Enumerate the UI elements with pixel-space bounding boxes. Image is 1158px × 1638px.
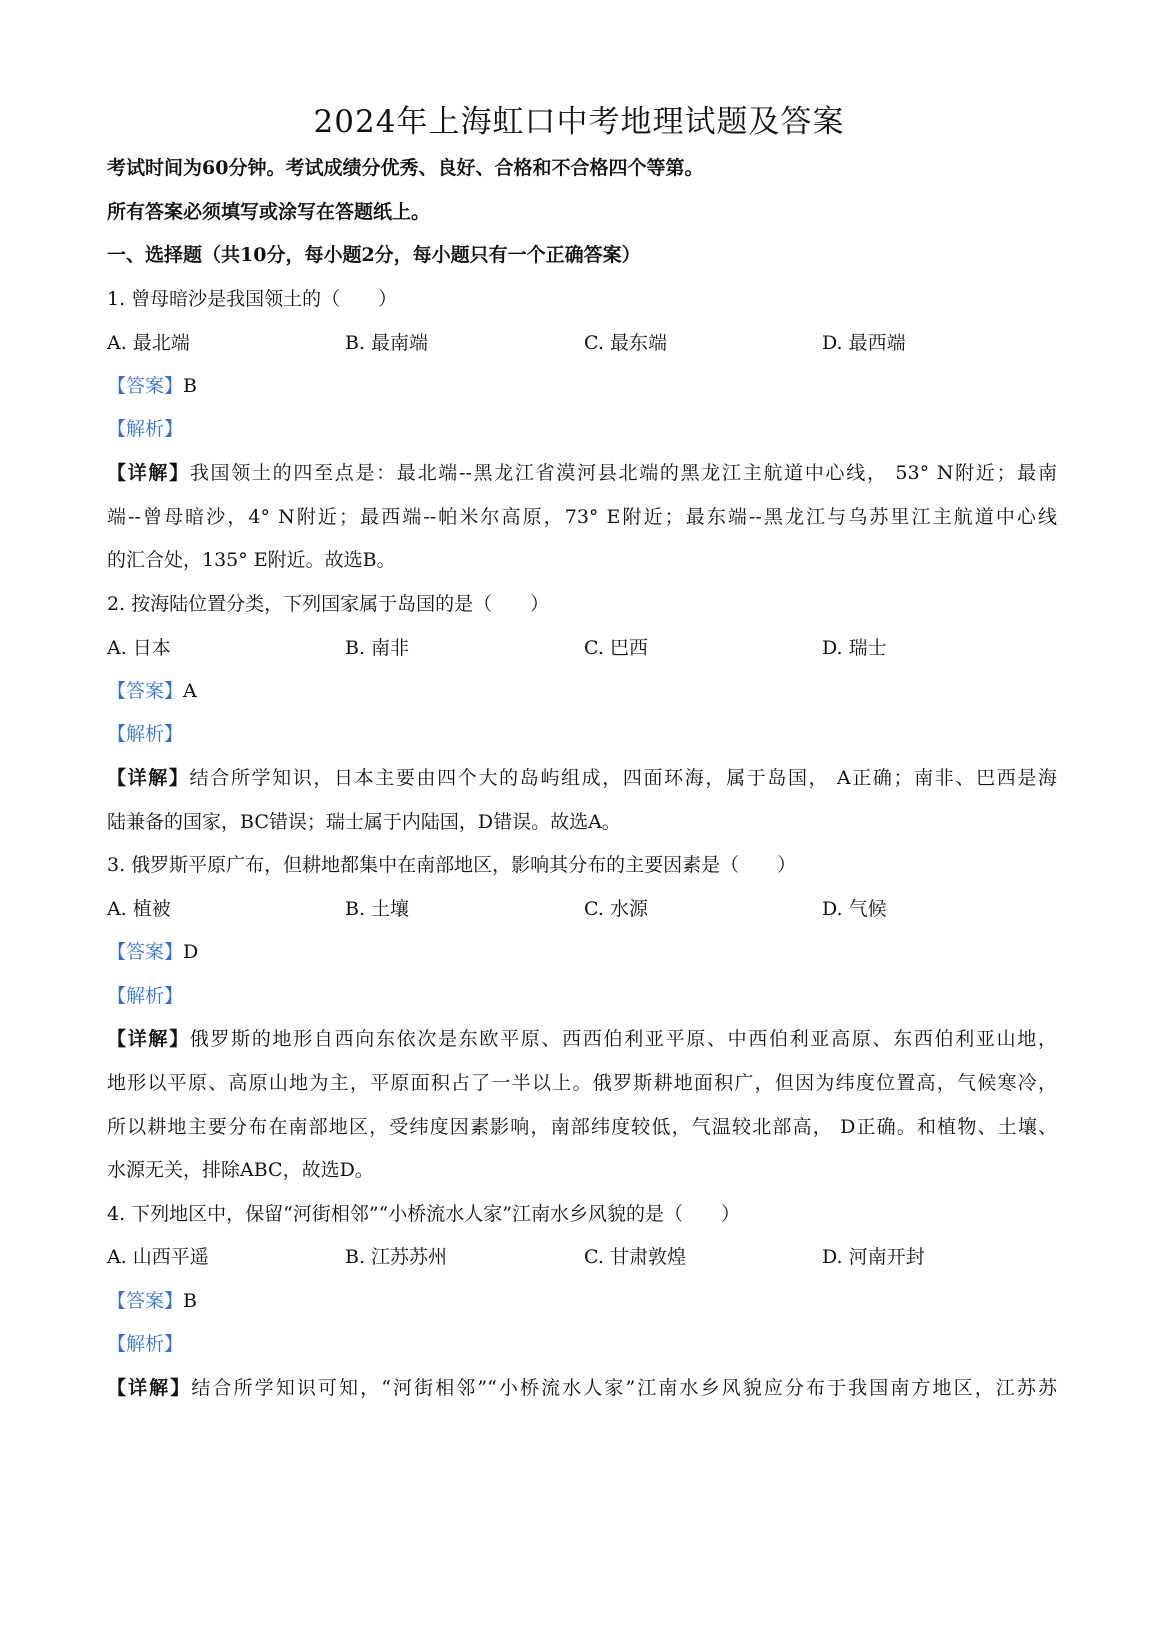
question-2-answer <box>107 676 197 703</box>
answer-value: D <box>183 941 199 963</box>
question-2-option-a: A. 日本 <box>107 637 171 659</box>
question-1-option-c: C. 最东端 <box>584 332 667 354</box>
exam-time-note: 考试时间为60分钟。考试成绩分优秀、良好、合格和不合格四个等第。 <box>107 157 704 179</box>
question-3-option-c: C. 水源 <box>584 898 648 920</box>
question-3-detail-line: 水源无关，排除ABC，故选D。 <box>107 1159 374 1181</box>
question-4-option-d: D. 河南开封 <box>822 1246 925 1268</box>
question-3-stem: 3. 俄罗斯平原广布，但耕地都集中在南部地区，影响其分布的主要因素是（ ） <box>107 854 797 876</box>
answer-label: 【答案】 <box>107 680 184 702</box>
question-1-detail-line: 的汇合处，135° E附近。故选B。 <box>107 549 396 571</box>
answer-value: B <box>183 375 197 397</box>
question-1-analysis <box>107 414 183 441</box>
detail-text: 结合所学知识，日本主要由四个大的岛屿组成，四面环海，属于岛国， A正确；南非、巴西是海 <box>189 767 1057 789</box>
question-1-stem: 1. 曾母暗沙是我国领土的（ ） <box>107 288 398 310</box>
answer-label: 【答案】 <box>107 941 184 963</box>
answer-sheet-note: 所有答案必须填写或涂写在答题纸上。 <box>107 201 431 223</box>
analysis-label: 【解析】 <box>107 418 184 440</box>
question-1-detail-line <box>107 458 1057 485</box>
detail-text: 结合所学知识可知，“河街相邻”“小桥流水人家”江南水乡风貌应分布于我国南方地区，江苏苏 <box>191 1377 1057 1399</box>
question-4-option-a: A. 山西平遥 <box>107 1246 209 1268</box>
question-2-detail-line: 陆兼备的国家，BC错误；瑞士属于内陆国，D错误。故选A。 <box>107 811 621 833</box>
detail-label: 【详解】 <box>107 1377 192 1399</box>
question-1-detail-line: 端--曾母暗沙，4° N附近；最西端--帕米尔高原，73° E附近；最东端--黑龙江与乌苏里江主航道中心线 <box>107 506 1057 528</box>
question-1-answer <box>107 371 197 398</box>
question-2-option-d: D. 瑞士 <box>822 637 887 659</box>
question-4-analysis <box>107 1329 183 1356</box>
document-title: 2024年上海虹口中考地理试题及答案 <box>313 104 845 140</box>
question-2-option-b: B. 南非 <box>345 637 410 659</box>
question-3-analysis <box>107 981 183 1008</box>
question-3-option-d: D. 气候 <box>822 898 887 920</box>
question-4-detail-line <box>107 1373 1057 1400</box>
detail-label: 【详解】 <box>107 767 190 789</box>
answer-value: B <box>183 1290 197 1312</box>
question-4-answer <box>107 1286 197 1313</box>
question-4-stem: 4. 下列地区中，保留“河街相邻”“小桥流水人家”江南水乡风貌的是（ ） <box>107 1203 741 1225</box>
detail-label: 【详解】 <box>107 1028 190 1050</box>
question-1-option-a: A. 最北端 <box>107 332 190 354</box>
question-3-detail-line <box>107 1024 1057 1051</box>
question-1-option-d: D. 最西端 <box>822 332 906 354</box>
answer-label: 【答案】 <box>107 375 184 397</box>
question-2-stem: 2. 按海陆位置分类，下列国家属于岛国的是（ ） <box>107 593 550 615</box>
answer-value: A <box>183 680 197 702</box>
question-3-answer <box>107 937 198 964</box>
question-3-detail-line: 地形以平原、高原山地为主，平原面积占了一半以上。俄罗斯耕地面积广，但因为纬度位置高，气候寒冷， <box>107 1072 1057 1094</box>
question-3-detail-line: 所以耕地主要分布在南部地区，受纬度因素影响，南部纬度较低，气温较北部高， D正确。和植物、土壤、 <box>107 1116 1057 1138</box>
question-3-option-b: B. 土壤 <box>345 898 410 920</box>
analysis-label: 【解析】 <box>107 1333 184 1355</box>
detail-text: 我国领土的四至点是：最北端--黑龙江省漠河县北端的黑龙江主航道中心线， 53° N附近；最南 <box>189 462 1057 484</box>
question-3-option-a: A. 植被 <box>107 898 171 920</box>
detail-label: 【详解】 <box>107 462 190 484</box>
question-4-option-c: C. 甘肃敦煌 <box>584 1246 686 1268</box>
analysis-label: 【解析】 <box>107 985 184 1007</box>
question-1-option-b: B. 最南端 <box>345 332 429 354</box>
question-4-option-b: B. 江苏苏州 <box>345 1246 448 1268</box>
question-2-detail-line <box>107 763 1057 790</box>
section-heading: 一、选择题（共10分，每小题2分，每小题只有一个正确答案） <box>107 244 641 266</box>
analysis-label: 【解析】 <box>107 723 184 745</box>
answer-label: 【答案】 <box>107 1290 184 1312</box>
question-2-option-c: C. 巴西 <box>584 637 648 659</box>
detail-text: 俄罗斯的地形自西向东依次是东欧平原、西西伯利亚平原、中西伯利亚高原、东西伯利亚山地， <box>189 1028 1057 1050</box>
question-2-analysis <box>107 719 183 746</box>
